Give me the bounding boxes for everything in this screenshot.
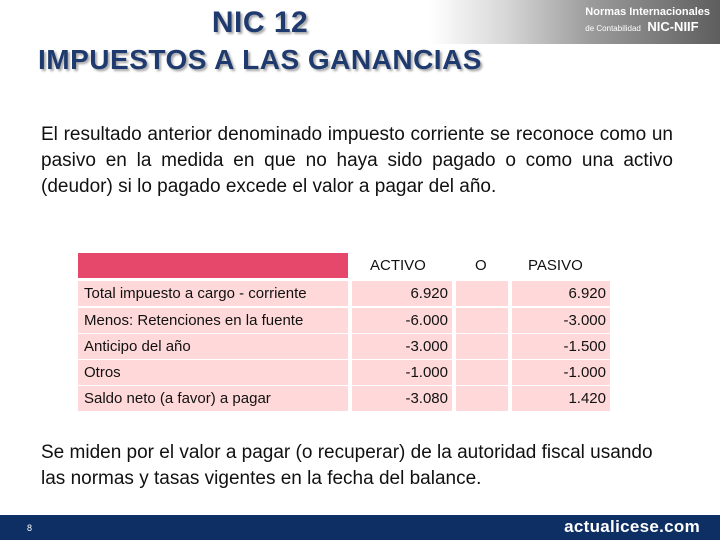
row-pasivo: 1.420: [568, 390, 606, 407]
table-row: [78, 308, 610, 333]
row-pasivo: -3.000: [563, 312, 606, 329]
paragraph-intro: El resultado anterior denominado impuesto corriente se reconoce como un pasivo en la medida en que no haya sido pagado o como una activo (deudor) si lo pagado excede el valor a pagar del año.: [41, 124, 673, 197]
row-pasivo: 6.920: [568, 285, 606, 302]
table-row: [78, 281, 610, 306]
row-activo: -6.000: [405, 312, 448, 329]
table-row: [78, 386, 610, 411]
row-label: Menos: Retenciones en la fuente: [84, 312, 304, 329]
logo-line1: Normas Internacionales: [585, 6, 710, 18]
row-activo: -3.080: [405, 390, 448, 407]
row-label: Saldo neto (a favor) a pagar: [84, 390, 271, 407]
brand-logo: actualicese.com: [564, 517, 700, 536]
paragraph-closing: Se miden por el valor a pagar (o recuperar) de la autoridad fiscal usando las normas y tasas vigentes en la fecha del balance.: [41, 442, 653, 489]
slide-title-line1: NIC 12: [211, 6, 309, 39]
header-activo: ACTIVO: [370, 257, 426, 274]
nic-niif-logo: [430, 0, 720, 44]
footer-bar: [0, 515, 720, 540]
row-activo: -3.000: [405, 338, 448, 355]
row-pasivo: -1.500: [563, 338, 606, 355]
row-activo: 6.920: [410, 285, 448, 302]
row-label: Otros: [84, 364, 121, 381]
header-pasivo: PASIVO: [528, 257, 583, 274]
table-header-bar: [78, 253, 348, 278]
header-o: O: [475, 257, 487, 274]
table-row: [78, 360, 610, 385]
logo-line3: NIC-NIIF: [647, 19, 699, 34]
table-row: [78, 334, 610, 359]
row-label: Anticipo del año: [84, 338, 191, 355]
slide-title-line2: IMPUESTOS A LAS GANANCIAS: [38, 44, 482, 75]
row-label: Total impuesto a cargo - corriente: [84, 285, 307, 302]
row-pasivo: -1.000: [563, 364, 606, 381]
page-number: 8: [27, 523, 33, 533]
row-activo: -1.000: [405, 364, 448, 381]
logo-line2: de Contabilidad: [585, 24, 641, 33]
